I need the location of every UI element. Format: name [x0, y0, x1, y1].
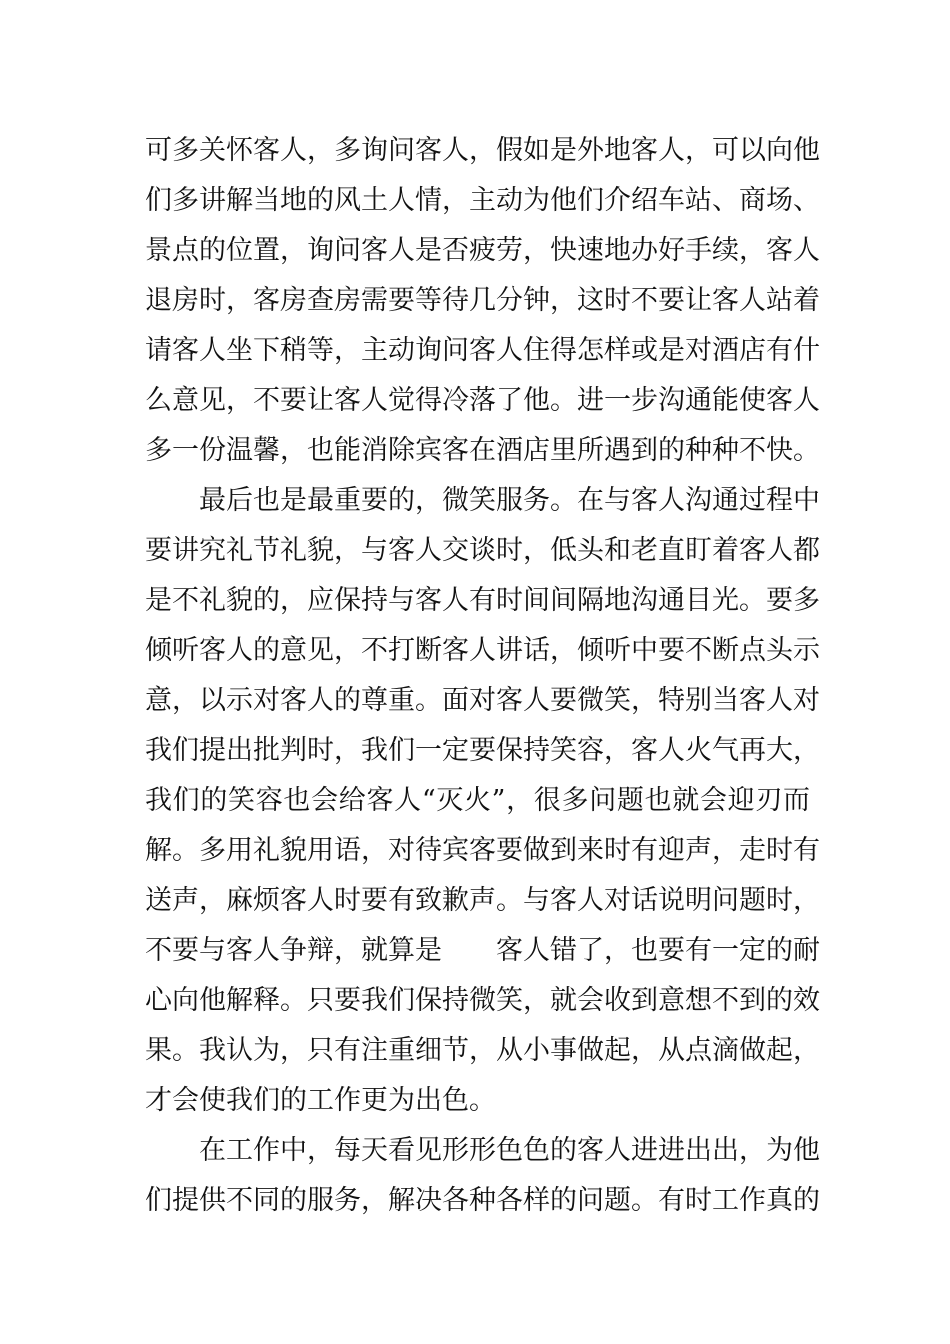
- text-line: 最后也是最重要的，微笑服务。在与客人沟通过程中: [199, 485, 820, 516]
- paragraph-1: [145, 126, 820, 476]
- text-line: 是不礼貌的，应保持与客人有时间间隔地沟通目光。要多: [145, 585, 820, 616]
- text-line: 送声，麻烦客人时要有致歉声。与客人对话说明问题时，: [145, 885, 820, 916]
- text-line: 我们提出批判时，我们一定要保持笑容，客人火气再大，: [145, 735, 820, 766]
- text-line: 们多讲解当地的风土人情，主动为他们介绍车站、商场、: [145, 185, 820, 216]
- text-line: 解。多用礼貌用语，对待宾客要做到来时有迎声，走时有: [145, 835, 820, 866]
- text-line: 不要与客人争辩，就算是 客人错了，也要有一定的耐: [145, 935, 820, 966]
- text-line: 我们的笑容也会给客人“灭火”，很多问题也就会迎刃而: [145, 785, 810, 816]
- text-line: 才会使我们的工作更为出色。: [145, 1085, 496, 1116]
- body-text: [145, 126, 820, 1226]
- text-line: 多一份温馨，也能消除宾客在酒店里所遇到的种种不快。: [145, 435, 820, 466]
- text-line: 倾听客人的意见，不打断客人讲话，倾听中要不断点头示: [145, 635, 820, 666]
- text-line: 在工作中，每天看见形形色色的客人进进出出，为他: [199, 1135, 820, 1166]
- text-line: 心向他解释。只要我们保持微笑，就会收到意想不到的效: [145, 985, 820, 1016]
- text-line: 么意见，不要让客人觉得冷落了他。进一步沟通能使客人: [145, 385, 820, 416]
- text-line: 请客人坐下稍等，主动询问客人住得怎样或是对酒店有什: [145, 335, 820, 366]
- text-line: 景点的位置，询问客人是否疲劳，快速地办好手续，客人: [145, 235, 820, 266]
- paragraph-3: [145, 1126, 820, 1226]
- text-line: 要讲究礼节礼貌，与客人交谈时，低头和老直盯着客人都: [145, 535, 820, 566]
- text-line: 退房时，客房查房需要等待几分钟，这时不要让客人站着: [145, 285, 820, 316]
- text-line: 们提供不同的服务，解决各种各样的问题。有时工作真的: [145, 1185, 820, 1216]
- text-line: 果。我认为，只有注重细节，从小事做起，从点滴做起，: [145, 1035, 820, 1066]
- paragraph-2: [145, 476, 820, 1126]
- text-line: 意，以示对客人的尊重。面对客人要微笑，特别当客人对: [145, 685, 820, 716]
- text-line: 可多关怀客人，多询问客人，假如是外地客人，可以向他: [145, 135, 820, 166]
